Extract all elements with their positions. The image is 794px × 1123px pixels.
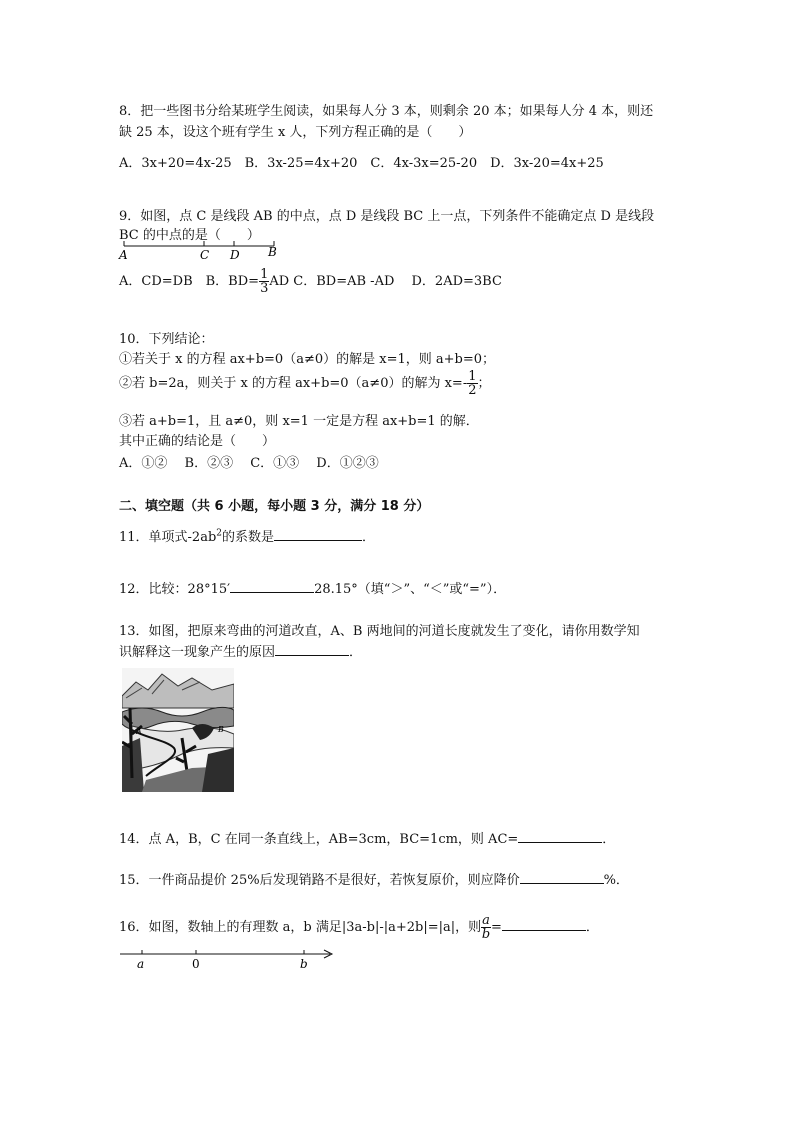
label-zero: 0	[192, 957, 200, 971]
q14: 14．点 A，B，C 在同一条直线上，AB=3cm，BC=1cm，则 AC= ．	[119, 828, 615, 847]
fraction-a-over-b: $\frac{a}{b}$	[481, 913, 491, 942]
q8-line2: 缺 25 本，设这个班有学生 x 人，下列方程正确的是（ ）	[119, 125, 472, 140]
q15: 15．一件商品提价 25%后发现销路不是很好，若恢复原价，则应降价 %．	[119, 869, 629, 888]
q8-line1: 8．把一些图书分给某班学生阅读，如果每人分 3 本，则剩余 20 本；如果每人分 4 本，则还	[119, 104, 654, 119]
q10-options: A．①② B．②③ C．①③ D．①②③	[119, 456, 379, 471]
section-heading: 二、填空题（共 6 小题，每小题 3 分，满分 18 分）	[119, 499, 430, 514]
number-line-figure	[116, 944, 340, 972]
fraction-one-half: $\frac{1}{2}$	[468, 369, 477, 398]
label-b: b	[300, 957, 308, 971]
label-a: A	[119, 248, 128, 262]
q10-statement-2: ②若 b=2a，则关于 x 的方程 ax+b=0（a≠0）的解为 x=- $\frac{1}{2}$ ；	[119, 369, 491, 398]
q10-ask: 其中正确的结论是（ ）	[119, 434, 276, 449]
label-b: B	[218, 725, 224, 734]
river-landscape-image	[122, 668, 234, 792]
q12: 12．比较：28°15′ 28.15°（填“＞”、“＜”或“=”）．	[119, 578, 506, 597]
label-d: D	[230, 248, 240, 262]
q16: 16．如图，数轴上的有理数 a，b 满足|3a-b|-|a+2b|=|a|，则 $\frac{a}{b}$ = ．	[119, 913, 599, 942]
q10-statement-1: ①若关于 x 的方程 ax+b=0（a≠0）的解是 x=1，则 a+b=0；	[119, 352, 495, 367]
q8-options: A．3x+20=4x-25 B．3x-25=4x+20 C．4x-3x=25-20 D．3x-20=4x+25	[119, 156, 604, 171]
q9-line1: 9．如图，点 C 是线段 AB 的中点，点 D 是线段 BC 上一点，下列条件不能确定点 D 是线段	[119, 209, 655, 224]
answer-blank[interactable]	[274, 527, 362, 541]
q10-statement-3: ③若 a+b=1，且 a≠0，则 x=1 一定是方程 ax+b=1 的解．	[119, 414, 479, 429]
label-a: A	[136, 727, 142, 736]
label-b: B	[268, 245, 277, 259]
answer-blank[interactable]	[275, 642, 349, 656]
answer-blank[interactable]	[520, 870, 604, 884]
label-a: a	[137, 957, 145, 971]
q13-line2: 识解释这一现象产生的原因 ．	[119, 641, 362, 660]
q9-line2: BC 的中点的是（ ）	[119, 228, 260, 243]
q10-title: 10．下列结论：	[119, 332, 214, 347]
q9-segment-figure	[116, 238, 286, 264]
q13-line1: 13．如图，把原来弯曲的河道改直，A、B 两地间的河道长度就发生了变化，请你用数学知	[119, 624, 640, 639]
q11: 11．单项式$-2ab^2$的系数是 ．	[119, 528, 376, 545]
q9-option-a-b: A．CD=DB B．BD=	[119, 274, 260, 289]
answer-blank[interactable]	[502, 917, 586, 931]
q9-option-rest: AD C．BD=AB -AD D．2AD=3BC	[269, 274, 502, 289]
q9-options	[119, 268, 502, 295]
label-c: C	[200, 248, 210, 262]
fraction-one-third: $\frac{1}{3}$	[260, 267, 269, 296]
answer-blank[interactable]	[518, 829, 602, 843]
answer-blank[interactable]	[230, 579, 314, 593]
